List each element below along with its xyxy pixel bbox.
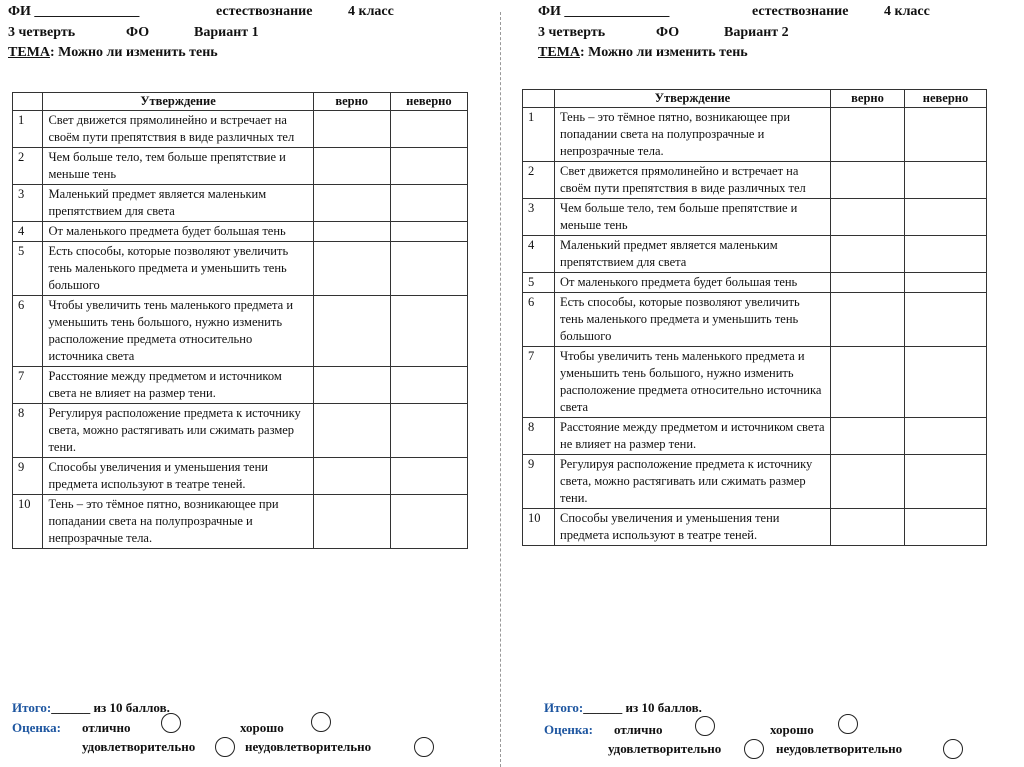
false-answer-cell[interactable] [905, 236, 987, 273]
col-statement-header: Утверждение [555, 90, 831, 108]
grade-satisfactory-label: удовлетворительно [82, 739, 196, 754]
grade-unsatisfactory-label: неудовлетворительно [776, 741, 903, 756]
table-row [523, 293, 987, 347]
row-number: 7 [523, 347, 555, 418]
true-answer-cell[interactable] [313, 404, 390, 458]
true-answer-cell[interactable] [313, 296, 390, 367]
true-answer-cell[interactable] [831, 347, 905, 418]
statement-text: От маленького предмета будет большая тень [555, 273, 831, 293]
grade-unsatisfactory-circle[interactable] [943, 739, 963, 759]
row-number: 5 [523, 273, 555, 293]
total-suffix: из 10 баллов. [625, 700, 702, 715]
true-answer-cell[interactable] [313, 148, 390, 185]
statement-text: Тень – это тёмное пятно, возникающее при попадании света на полупрозрачные и непрозрачные тела. [43, 495, 313, 549]
statement-text: Расстояние между предметом и источником света не влияет на размер тени. [43, 367, 313, 404]
statement-text: Тень – это тёмное пятно, возникающее при попадании света на полупрозрачные и непрозрачные тела. [555, 108, 831, 162]
table-row [13, 242, 468, 296]
row-number: 7 [13, 367, 43, 404]
false-answer-cell[interactable] [905, 273, 987, 293]
table-header-row [13, 93, 468, 111]
table-row [523, 273, 987, 293]
row-number: 6 [523, 293, 555, 347]
false-answer-cell[interactable] [390, 242, 467, 296]
table-row [523, 347, 987, 418]
grade-good-label: хорошо [240, 720, 284, 735]
true-answer-cell[interactable] [831, 273, 905, 293]
row-number: 4 [523, 236, 555, 273]
statement-text: Чтобы увеличить тень маленького предмета и уменьшить тень большого, нужно изменить расположение предмета относительно источника света [43, 296, 313, 367]
col-true-header: верно [313, 93, 390, 111]
row-number: 9 [523, 455, 555, 509]
grade-excellent-label: отлично [614, 722, 663, 737]
statement-text: Чем больше тело, тем больше препятствие и меньше тень [43, 148, 313, 185]
table-row [13, 296, 468, 367]
col-statement-header: Утверждение [43, 93, 313, 111]
table-row [523, 418, 987, 455]
false-answer-cell[interactable] [390, 222, 467, 242]
statement-text: Есть способы, которые позволяют увеличить тень маленького предмета и уменьшить тень большого [555, 293, 831, 347]
statement-text: Чтобы увеличить тень маленького предмета и уменьшить тень большого, нужно изменить расположение предмета относительно источника света [555, 347, 831, 418]
name-field-label: ФИ _______________ [538, 4, 670, 19]
table-row [523, 236, 987, 273]
grade-unsatisfactory-circle[interactable] [414, 737, 434, 757]
grade-label: 4 класс [884, 4, 930, 19]
fo-label: ФО [656, 25, 680, 40]
statement-text: Регулируя расположение предмета к источнику света, можно растягивать или сжимать размер тени. [555, 455, 831, 509]
table-row [13, 458, 468, 495]
worksheet-variant-1 [8, 0, 498, 767]
statements-table [522, 89, 987, 546]
table-row [13, 367, 468, 404]
row-number: 1 [523, 108, 555, 162]
true-answer-cell[interactable] [313, 367, 390, 404]
worksheet-variant-2 [528, 0, 1024, 767]
true-answer-cell[interactable] [313, 111, 390, 148]
grade-label: Оценка: [544, 722, 593, 737]
table-row [523, 509, 987, 546]
row-number: 6 [13, 296, 43, 367]
row-number: 3 [523, 199, 555, 236]
topic-text: : Можно ли изменить тень [580, 45, 748, 60]
table-row [13, 111, 468, 148]
fo-label: ФО [126, 25, 150, 40]
statement-text: Свет движется прямолинейно и встречает на своём пути препятствия в виде различных тел [43, 111, 313, 148]
true-answer-cell[interactable] [831, 236, 905, 273]
quarter-label: 3 четверть [8, 25, 76, 40]
statement-text: Способы увеличения и уменьшения тени предмета используют в театре теней. [43, 458, 313, 495]
subject-label: естествознание [216, 4, 313, 19]
row-number: 10 [523, 509, 555, 546]
variant-label: Вариант 2 [724, 25, 789, 40]
total-suffix: из 10 баллов. [93, 700, 170, 715]
row-number: 4 [13, 222, 43, 242]
statement-text: От маленького предмета будет большая тень [43, 222, 313, 242]
true-answer-cell[interactable] [313, 495, 390, 549]
row-number: 1 [13, 111, 43, 148]
false-answer-cell[interactable] [390, 148, 467, 185]
false-answer-cell[interactable] [905, 162, 987, 199]
grade-good-circle[interactable] [838, 714, 858, 734]
true-answer-cell[interactable] [831, 455, 905, 509]
statement-text: Маленький предмет является маленьким препятствием для света [555, 236, 831, 273]
grade-satisfactory-label: удовлетворительно [608, 741, 722, 756]
true-answer-cell[interactable] [831, 293, 905, 347]
row-number: 3 [13, 185, 43, 222]
false-answer-cell[interactable] [390, 495, 467, 549]
true-answer-cell[interactable] [313, 185, 390, 222]
total-blank[interactable]: ______ [51, 700, 91, 715]
true-answer-cell[interactable] [831, 509, 905, 546]
table-row [523, 455, 987, 509]
table-row [523, 162, 987, 199]
table-row [13, 185, 468, 222]
false-answer-cell[interactable] [905, 199, 987, 236]
topic-text: : Можно ли изменить тень [50, 45, 218, 60]
row-number: 10 [13, 495, 43, 549]
true-answer-cell[interactable] [831, 418, 905, 455]
table-row [13, 495, 468, 549]
grade-good-label: хорошо [770, 722, 814, 737]
false-answer-cell[interactable] [390, 185, 467, 222]
false-answer-cell[interactable] [390, 111, 467, 148]
statement-text: Способы увеличения и уменьшения тени предмета используют в театре теней. [555, 509, 831, 546]
statement-text: Расстояние между предметом и источником света не влияет на размер тени. [555, 418, 831, 455]
total-blank[interactable]: ______ [583, 700, 623, 715]
col-number-header [523, 90, 555, 108]
total-label: Итого: [12, 700, 52, 715]
grade-label: Оценка: [12, 720, 61, 735]
grade-excellent-circle[interactable] [695, 716, 715, 736]
true-answer-cell[interactable] [313, 242, 390, 296]
statement-text: Чем больше тело, тем больше препятствие и меньше тень [555, 199, 831, 236]
name-field-label: ФИ _______________ [8, 4, 140, 19]
table-row [13, 222, 468, 242]
table-row [13, 404, 468, 458]
false-answer-cell[interactable] [390, 404, 467, 458]
true-answer-cell[interactable] [313, 458, 390, 495]
grade-satisfactory-circle[interactable] [744, 739, 764, 759]
statement-text: Свет движется прямолинейно и встречает на своём пути препятствия в виде различных тел [555, 162, 831, 199]
grade-unsatisfactory-label: неудовлетворительно [245, 739, 372, 754]
topic-label: ТЕМА [538, 45, 580, 60]
false-answer-cell[interactable] [905, 108, 987, 162]
row-number: 9 [13, 458, 43, 495]
page-divider [500, 12, 501, 767]
col-true-header: верно [831, 90, 905, 108]
variant-label: Вариант 1 [194, 25, 259, 40]
grade-satisfactory-circle[interactable] [215, 737, 235, 757]
col-false-header: неверно [905, 90, 987, 108]
table-row [523, 199, 987, 236]
col-number-header [13, 93, 43, 111]
grade-excellent-label: отлично [82, 720, 131, 735]
grade-label: 4 класс [348, 4, 394, 19]
false-answer-cell[interactable] [905, 418, 987, 455]
statement-text: Есть способы, которые позволяют увеличить тень маленького предмета и уменьшить тень большого [43, 242, 313, 296]
false-answer-cell[interactable] [390, 367, 467, 404]
false-answer-cell[interactable] [905, 293, 987, 347]
statement-text: Маленький предмет является маленьким препятствием для света [43, 185, 313, 222]
grade-good-circle[interactable] [311, 712, 331, 732]
statement-text: Регулируя расположение предмета к источнику света, можно растягивать или сжимать размер тени. [43, 404, 313, 458]
true-answer-cell[interactable] [313, 222, 390, 242]
false-answer-cell[interactable] [390, 296, 467, 367]
quarter-label: 3 четверть [538, 25, 606, 40]
false-answer-cell[interactable] [905, 347, 987, 418]
false-answer-cell[interactable] [905, 455, 987, 509]
subject-label: естествознание [752, 4, 849, 19]
row-number: 2 [523, 162, 555, 199]
table-header-row [523, 90, 987, 108]
total-label: Итого: [544, 700, 584, 715]
true-answer-cell[interactable] [831, 108, 905, 162]
row-number: 5 [13, 242, 43, 296]
true-answer-cell[interactable] [831, 162, 905, 199]
row-number: 2 [13, 148, 43, 185]
table-row [13, 148, 468, 185]
statements-table [12, 92, 468, 549]
col-false-header: неверно [390, 93, 467, 111]
true-answer-cell[interactable] [831, 199, 905, 236]
table-row [523, 108, 987, 162]
row-number: 8 [523, 418, 555, 455]
false-answer-cell[interactable] [390, 458, 467, 495]
false-answer-cell[interactable] [905, 509, 987, 546]
row-number: 8 [13, 404, 43, 458]
grade-excellent-circle[interactable] [161, 713, 181, 733]
topic-label: ТЕМА [8, 45, 50, 60]
